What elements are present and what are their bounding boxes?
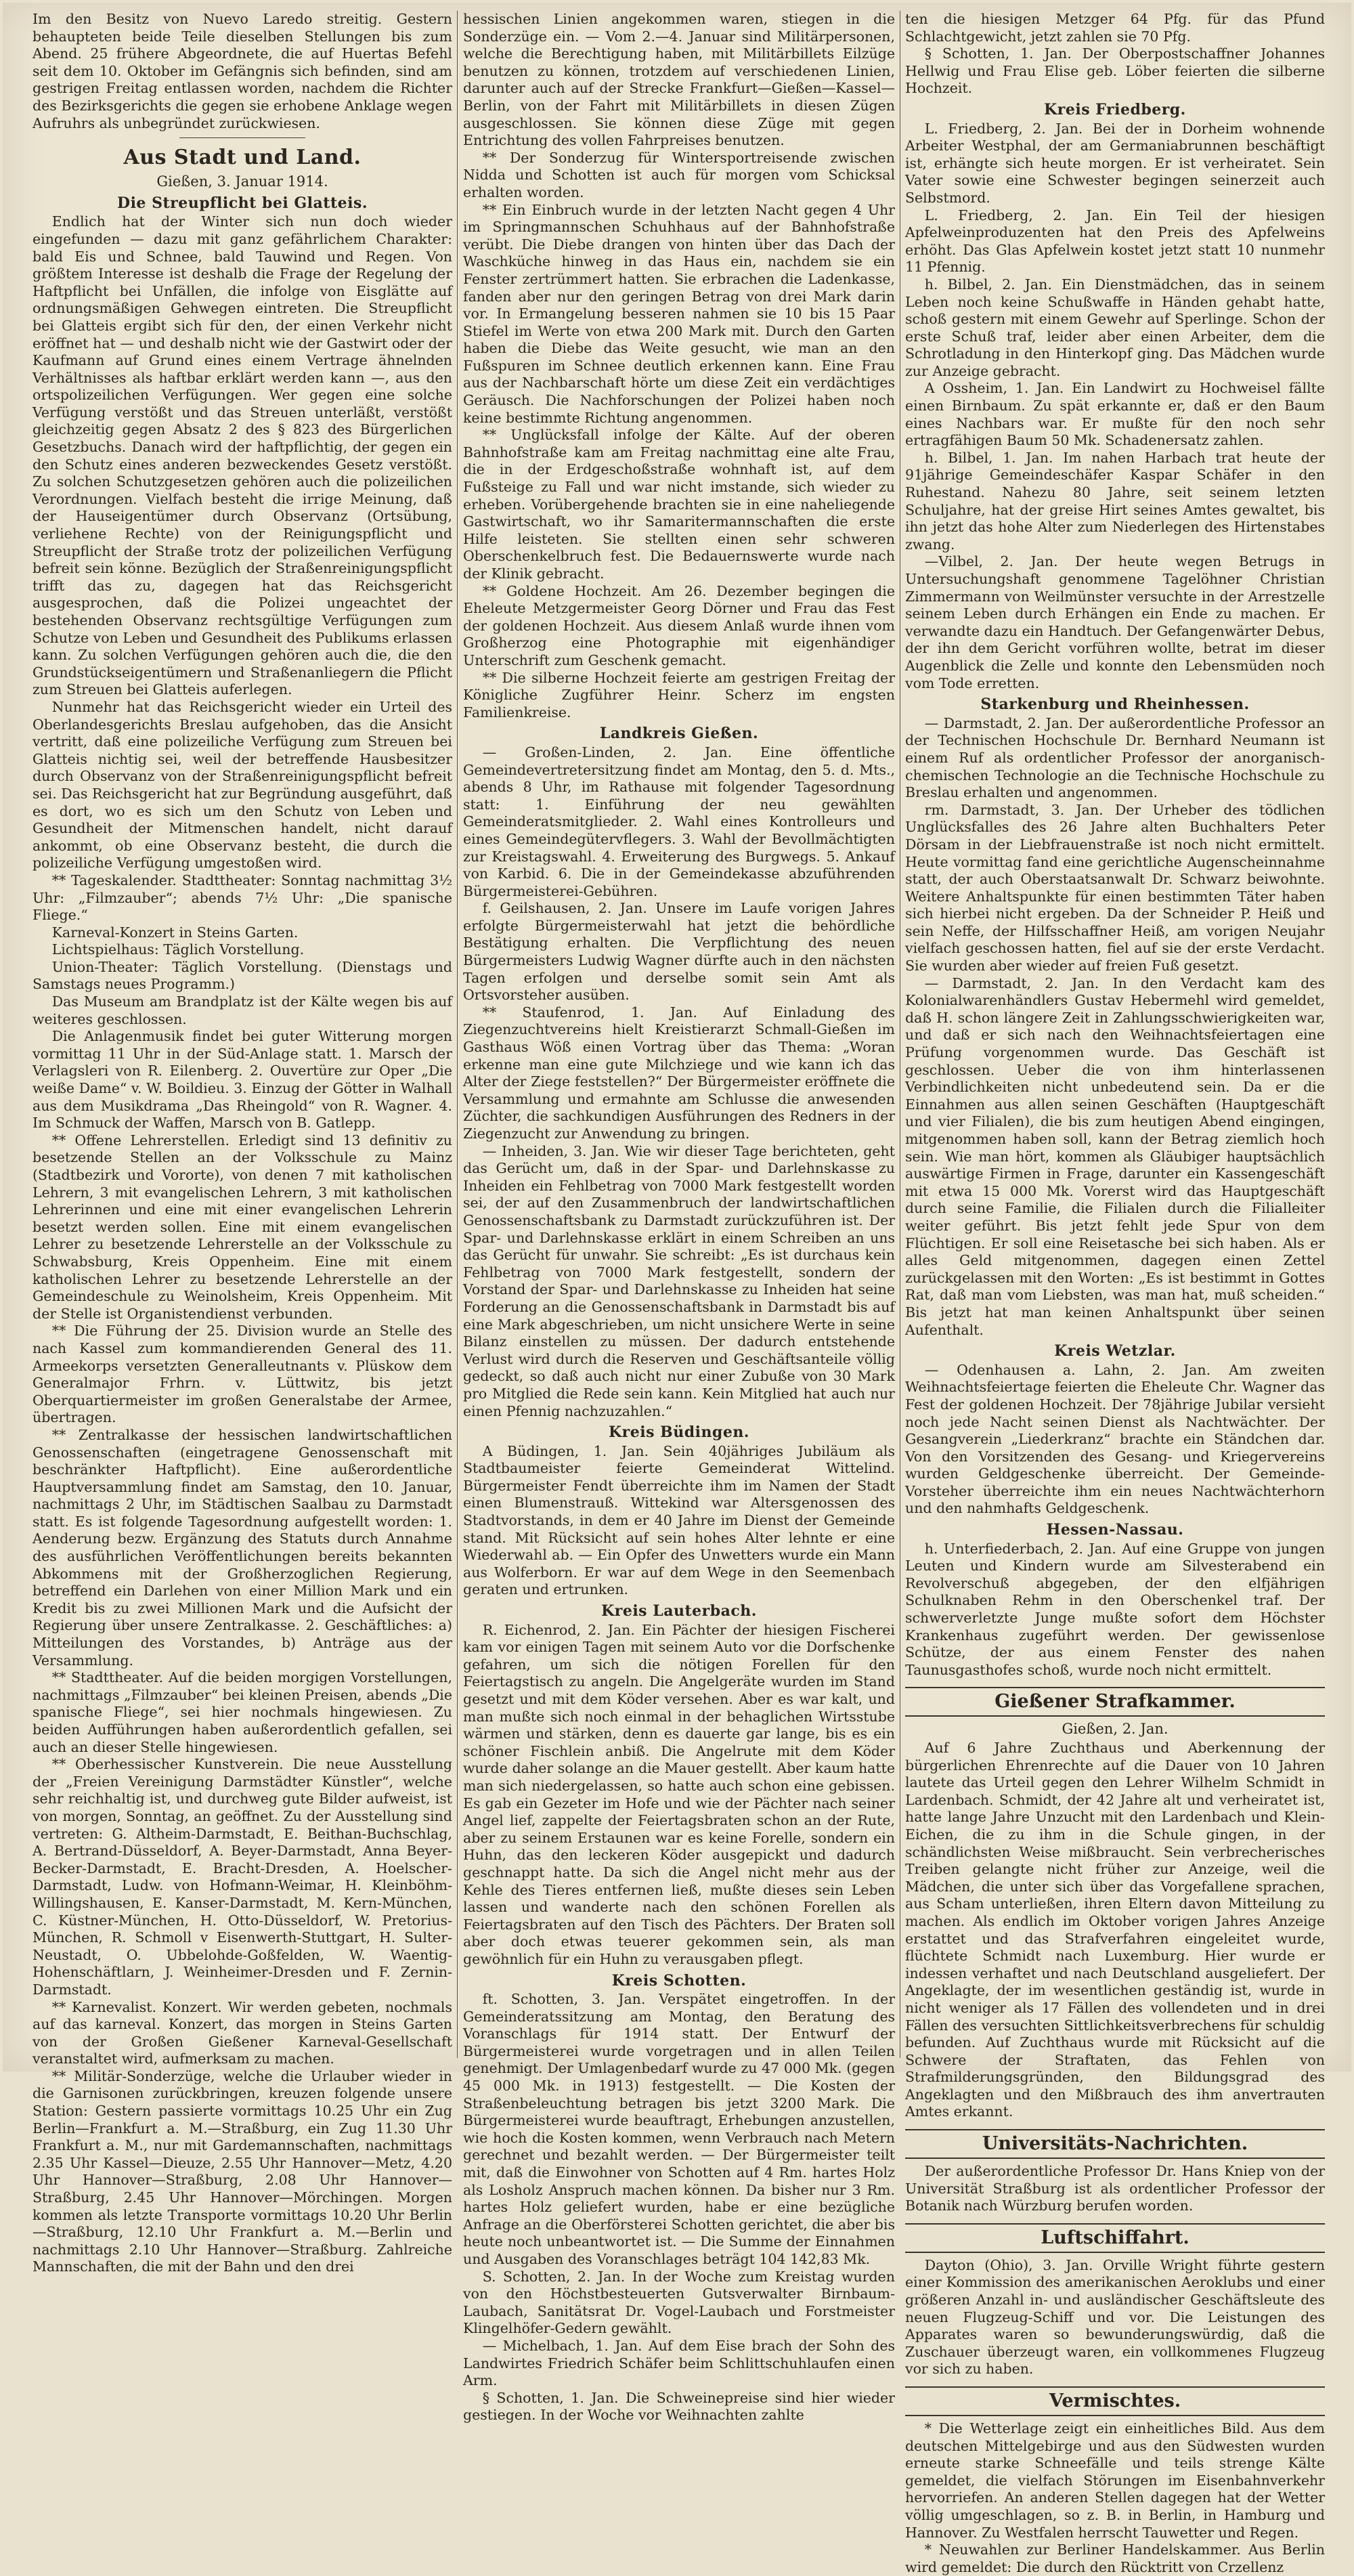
region-heading: Kreis Friedberg. (1044, 100, 1186, 119)
paragraph: ** Militär-Sonderzüge, welche die Urlauber wieder in die Garnisonen zurückbringen, kreuzen folgende unsere Station: Gestern passierte vormittags 10.25 Uhr ein Zug Berlin—Frankfurt a. M.—Straßburg, ein Zug 11.30 Uhr Frankfurt a. M., nur mit Gardemannschaften, nachmittags 2.35 Uhr Kassel—Dieuze, 2.55 Uhr Hannover—Metz, 4.20 Uhr Hannover—Straßburg, 2.08 Uhr Hannover—Straßburg, 2.45 Uhr Hannover—Mörchingen. Morgen kommen als letzte Transporte vormittags 10.20 Uhr Berlin—Straßburg, 12.10 Uhr Frankfurt a. M.—Berlin und nachmittags 2.10 Uhr Hannover—Straßburg. Zahlreiche Mannschaften, die mit der Bahn und den drei (32, 2067, 452, 2275)
paragraph: L. Friedberg, 2. Jan. Bei der in Dorheim wohnende Arbeiter Westphal, der am Germaniabrunnen beschäftigt ist, erhängte sich heute morgen. Er ist verheiratet. Sein Vater sowie eine Schwester begingen seinerzeit auch Selbstmord. (905, 120, 1325, 206)
paragraph: R. Eichenrod, 2. Jan. Ein Pächter der hiesigen Fischerei kam vor einigen Tagen mit seinem Auto vor die Dorfschenke gefahren, um sich die nötigen Forellen für den Feiertagstisch zu angeln. Die Angelgeräte wurden im Stand gesetzt und mit dem Köder versehen. Aber es war kalt, und man mußte sich noch einmal in der behaglichen Wirtsstube wärmen und stärken, denn es dauerte gar lange, bis es ein schöner Fischlein anbiß. Die Angelrute mit dem Köder wurde daher solange an die Mauer gestellt. Aber kaum hatte man sich niedergelassen, so hatte auch schon eine gebissen. Es gab ein Gezeter im Hofe und wie der Pächter nach seiner Angel lief, zappelte der Feiertagsbraten schon an der Rute, aber zu seinem Erstaunen war es keine Forelle, sondern ein Huhn, das den leckeren Köder ausgepickt und dadurch geschnappt hatte. Da sich die Angel nicht mehr aus der Kehle des Tieres entfernen ließ, mußte dieses sein Leben lassen und wanderte nach den schönen Forellen als Feiertagsbraten auf den Tisch des Pächters. Der Braten soll aber doch etwas teuerer gekommen sein, als man gewöhnlich für ein Huhn zu verausgaben pflegt. (463, 1621, 895, 1967)
paragraph: f. Geilshausen, 2. Jan. Unsere im Laufe vorigen Jahres erfolgte Bürgermeisterwahl hat jetzt die behördliche Bestätigung erhalten. Die Verpflichtung des neuen Bürgermeisters Ludwig Wagner dürfte auch in den nächsten Tagen erfolgen und derselbe somit sein Amt als Ortsvorsteher ausüben. (463, 900, 895, 1004)
paragraph: ** Stadttheater. Auf die beiden morgigen Vorstellungen, nachmittags „Filmzauber“ bei kleinen Preisen, abends „Die spanische Fliege“, sei hier nochmals hingewiesen. Zu beiden Aufführungen haben außerordentlich gefallen, sei auch an dieser Stelle hingewiesen. (32, 1669, 452, 1755)
paragraph: ** Unglücksfall infolge der Kälte. Auf der oberen Bahnhofstraße kam am Freitag nachmittag eine alte Frau, die in der Erdgeschoßstraße wohnhaft ist, auf dem Fußsteige zu Fall und war nicht imstande, sich wieder zu erheben. Vorübergehende brachten sie in eine naheliegende Gastwirtschaft, wo ihr Samaritermannschaften die erste Hilfe leisteten. Sie stellten einen sehr schweren Oberschenkelbruch fest. Die Bedauernswerte wurde nach der Klinik gebracht. (463, 427, 895, 582)
column-1 (32, 11, 452, 2275)
paragraph: ** Die Führung der 25. Division wurde an Stelle des nach Kassel zum kommandierenden General des 11. Armeekorps versetzten Generalleutnants v. Plüskow dem Generalmajor Frhrn. v. Lüttwitz, bis jetzt Oberquartiermeister im großen Generalstabe der Armee, übertragen. (32, 1323, 452, 1426)
paragraph: ** Tageskalender. Stadttheater: Sonntag nachmittag 3½ Uhr: „Filmzauber“; abends 7½ Uhr: „Die spanische Fliege.“ (32, 872, 452, 924)
column-rule (457, 11, 458, 2058)
paragraph: ** Zentralkasse der hessischen landwirtschaftlichen Genossenschaften (eingetragene Genossenschaft mit beschränkter Haftpflicht). Eine außerordentliche Hauptversammlung findet am Samstag, den 10. Januar, nachmittags 2 Uhr, im Städtischen Saalbau zu Darmstadt statt. Es ist folgende Tagesordnung aufgestellt worden: 1. Aenderung bezw. Ergänzung des Statuts durch Annahme des ausführlichen Veröffentlichungen bereits bekannten Abkommens mit der Großherzoglichen Regierung, betreffend ein Darlehen von einer Million Mark und ein Kredit bis zu zwei Millionen Mark und die Aufsicht der Regierung über unsere Zentralkasse. 2. Geschäftliches: a) Mitteilungen des Vorstandes, b) Anträge aus der Versammlung. (32, 1426, 452, 1669)
paragraph: rm. Darmstadt, 3. Jan. Der Urheber des tödlichen Unglücksfalles des 26 Jahre alten Buchhalters Peter Dörsam in der Liebfrauenstraße ist noch nicht ermittelt. Heute vormittag fand eine gerichtliche Augenscheinnahme statt, der auch Oberstaatsanwalt Dr. Schwarz beiwohnte. Weitere Anhaltspunkte für einen bestimmten Täter haben sich hierbei nicht ergeben. Da der Schneider P. Heiß und sein Neffe, der Hilfsschaffner Heiß, am vorigen Neujahr vielfach geschossen hatten, fiel auf sie der erste Verdacht. Sie wurden aber wieder auf freien Fuß gesetzt. (905, 801, 1325, 974)
section-box-heading: Vermischtes. (905, 2386, 1325, 2416)
paragraph: Endlich hat der Winter sich nun doch wieder eingefunden — dazu mit ganz gefährlichem Charakter: bald Eis und Schnee, bald Tauwind und Regen. Von größtem Interesse ist deshalb die Frage der Regelung der Haftpflicht bei Unfällen, die infolge von Eisglätte auf ordnungsmäßigen Gehwegen eintreten. Die Streupflicht bei Glatteis ergibt sich für den, der einen Verkehr nicht eröffnet hat — und deshalb nicht wie der Gastwirt oder der Kaufmann auf Grund eines einem Vertrage ähnelnden Verhältnisses als haftbar erklärt werden kann —, aus den ortspolizeilichen Verfügungen. Wer gegen eine solche Verfügung verstößt und das Streuen unterläßt, verstößt gleichzeitig gegen Absatz 2 des § 823 des Bürgerlichen Gesetzbuchs. Danach wird der haftpflichtig, der gegen ein den Schutz eines anderen bezweckendes Gesetz verstößt. Zu solchen Schutzgesetzen gehören auch die polizeilichen Verordnungen. Vielfach besteht die irrige Meinung, daß der Hauseigentümer durch Observanz (Ortsübung, verliehene Rechte) von der Reinigungspflicht und Streupflicht der Straße trotz der polizeilichen Verfügung befreit sein könne. Bezüglich der Straßenreinigungspflicht trifft das zu, dagegen hat das Reichsgericht ausgesprochen, daß die Polizei ungeachtet der bestehenden Observanz rechtsgültige Verfügungen zum Schutze von Leben und Gesundheit des Publikums erlassen kann. Zu solchen Verfügungen gehören auch die, die den Grundstückseigentümern und Straßenanliegern die Pflicht zum Streuen bei Glatteis auferlegen. (32, 213, 452, 698)
paragraph: L. Friedberg, 2. Jan. Ein Teil der hiesigen Apfelweinproduzenten hat den Preis des Apfelweins erhöht. Das Glas Apfelwein kostet jetzt statt 10 nunmehr 11 Pfennig. (905, 207, 1325, 276)
paragraph: Lichtspielhaus: Täglich Vorstellung. (51, 941, 305, 958)
paragraph: Dayton (Ohio), 3. Jan. Orville Wright führte gestern einer Kommission des amerikanischen Aeroklubs und einer größeren Anzahl in- und ausländischer Geschäftsleute des neuen Flugzeug-Schiff und vor. Die Leistungen des Apparates waren so bewunderungswürdig, daß die Zuschauer überzeugt waren, ein vollkommenes Flugzeug vor sich zu haben. (905, 2256, 1325, 2378)
divider (179, 137, 305, 138)
intro-paragraph: Im den Besitz von Nuevo Laredo streitig. Gestern behaupteten beide Teile dieselben Stellungen bis zum Abend. 25 frühere Abgeordnete, die auf Huertas Befehl seit dem 10. Oktober im Gefängnis sich befinden, sind am gestrigen Freitag entlassen worden, nachdem die Richter des Bezirksgerichts die gegen sie erhobene Anklage wegen Aufruhrs als unbegründet zurückwiesen. (32, 11, 452, 131)
paragraph: h. Unterfiederbach, 2. Jan. Auf eine Gruppe von jungen Leuten und Kindern wurde am Silvesterabend ein Revolverschuß abgegeben, der den elfjährigen Schulknaben Rehm in den Oberschenkel traf. Der schwerverletzte Junge mußte sofort dem Höchster Krankenhaus zugeführt werden. Der gewissenlose Schütze, der aus einem Fenster des nahen Taunusgasthofes schoß, wurde noch nicht ermittelt. (905, 1540, 1325, 1678)
dateline: Gießen, 3. Januar 1914. (156, 173, 328, 190)
dateline: Gießen, 2. Jan. (1062, 1721, 1169, 1738)
paragraph: — Darmstadt, 2. Jan. In den Verdacht kam des Kolonialwarenhändlers Gustav Hebermehl wird gemeldet, daß H. schon längere Zeit in Zahlungsschwierigkeiten war, und daß er sich nach den Weihnachtsfeiertagen eine Prüfung vorgenommen wurde. Das Geschäft ist geschlossen. Ueber die von ihm hinterlassenen Verbindlichkeiten nicht unbedeutend sein. Da er die Einnahmen aus allen seinen Geschäften (Hauptgeschäft und vier Filialen), die bis zum heutigen Abend eingingen, mitgenommen haben soll, kann der Betrag ziemlich hoch sein. Wie man hört, kommen als Gläubiger hauptsächlich auswärtige Firmen in Frage, darunter ein Kassengeschäft mit etwa 15 000 Mk. Vorerst wird das Hauptgeschäft durch seine Familie, die Filialen durch die Filialleiter weiter geführt. Bis jetzt fehlt jede Spur von dem Flüchtigen. Er soll eine Reisetasche bei sich haben. Als er alles Geld mitgenommen, dagegen einen Zettel zurückgelassen mit den Worten: „Es ist bestimmt in Gottes Rat, daß man vom Liebsten, was man hat, muß scheiden.“ Bis jetzt hat man keinen Anhaltspunkt über seinen Aufenthalt. (905, 974, 1325, 1338)
paragraph: ** Staufenrod, 1. Jan. Auf Einladung des Ziegenzuchtvereins hielt Kreistierarzt Schmall-Gießen im Gasthaus Wöß einen Vortrag über das Thema: „Woran erkenne man eine gute Milchziege und wie kann ich das Alter der Ziege feststellen?“ Der Bürgermeister eröffnete die Versammlung und ermahnte am Schlusse die anwesenden Züchter, die sachkundigen Ausführungen des Redners in der Ziegenzucht zur Anwendung zu bringen. (463, 1004, 895, 1142)
newspaper-page (3, 3, 1351, 2575)
section-box-heading: Universitäts-Nachrichten. (905, 2129, 1325, 2159)
paragraph: ** Die silberne Hochzeit feierte am gestrigen Freitag der Königliche Zugführer Heinr. Scherz im engsten Familienkreise. (463, 669, 895, 721)
paragraph: —Vilbel, 2. Jan. Der heute wegen Betrugs in Untersuchungshaft genommene Tagelöhner Christian Zimmermann von Weilmünster versuchte in der Arrestzelle seinem Leben durch Erhängen ein Ende zu machen. Er verwandte dazu ein Handtuch. Der Gefangenwärter Debus, der ihn dem Gericht vorführen wollte, betrat im dieser Augenblick die Zelle und konnte den Lebensmüden noch vom Tode erretten. (905, 553, 1325, 691)
region-heading: Kreis Büdingen. (609, 1423, 749, 1442)
region-heading: Landkreis Gießen. (599, 725, 759, 743)
paragraph: — Darmstadt, 2. Jan. Der außerordentliche Professor an der Technischen Hochschule Dr. Bernhard Neumann ist einem Ruf als ordentlicher Professor der anorganisch-chemischen Technologie an die Technische Hochschule zu Breslau erhalten und angenommen. (905, 714, 1325, 801)
paragraph: h. Bilbel, 1. Jan. Im nahen Harbach trat heute der 91jährige Gemeindeschäfer Kaspar Schäfer in den Ruhestand. Nahezu 80 Jahre, seit seinem letzten Schuljahre, hat der greise Hirt seines Amtes gewaltet, bis ihn jetzt das hohe Alter zum Niederlegen des Hirtenstabes zwang. (905, 449, 1325, 553)
paragraph: Das Museum am Brandplatz ist der Kälte wegen bis auf weiteres geschlossen. (32, 993, 452, 1027)
paragraph: Karneval-Konzert in Steins Garten. (51, 924, 299, 941)
paragraph: ** Goldene Hochzeit. Am 26. Dezember begingen die Eheleute Metzgermeister Georg Dörner und Frau das Fest der goldenen Hochzeit. Aus diesem Anlaß wurde ihnen vom Großherzog eine Photographie mit eigenhändiger Unterschrift zum Geschenk gemacht. (463, 582, 895, 668)
paragraph: h. Bilbel, 2. Jan. Ein Dienstmädchen, das in seinem Leben noch keine Schußwaffe in Händen gehabt hatte, schoß gestern mit einem Gewehr auf Sperlinge. Schon der erste Schuß traf, leider aber einen Arbeiter, dem die Schrotladung in den Hinterkopf ging. Das Mädchen wurde zur Anzeige gebracht. (905, 276, 1325, 379)
paragraph: § Schotten, 1. Jan. Der Oberpostschaffner Johannes Hellwig und Frau Elise geb. Löber feierten die silberne Hochzeit. (905, 45, 1325, 97)
region-heading: Kreis Wetzlar. (1054, 1342, 1176, 1360)
paragraph: S. Schotten, 2. Jan. In der Woche zum Kreistag wurden von den Höchstbesteuerten Gutsverwalter Birnbaum-Laubach, Sanitätsrat Dr. Vogel-Laubach und Forstmeister Klingelhöfer-Gedern gewählt. (463, 2268, 895, 2337)
column-3 (905, 11, 1325, 2575)
paragraph: Union-Theater: Täglich Vorstellung. (Dienstags und Samstags neues Programm.) (32, 958, 452, 993)
paragraph: ** Offene Lehrerstellen. Erledigt sind 13 definitiv zu besetzende Stellen an der Volksschule zu Mainz (Stadtbezirk und Vororte), von denen 7 mit katholischen Lehrern, 3 mit evangelischen Lehrern, 3 mit katholischen Lehrerinnen und eine mit einer evangelischen Lehrerin besetzt werden sollen. Eine mit einem evangelischen Lehrer zu besetzende Lehrerstelle an der Volksschule zu Schwabsburg, Kreis Oppenheim. Eine mit einem katholischen Lehrer zu besetzende Lehrerstelle an der Gemeindeschule zu Weinolsheim, Kreis Oppenheim. Mit der Stelle ist Organistendienst verbunden. (32, 1132, 452, 1322)
paragraph: ft. Schotten, 3. Jan. Verspätet eingetroffen. In der Gemeinderatssitzung am Montag, den Beratung des Voranschlags für 1914 statt. Der Entwurf der Bürgermeisterei wurde vorgetragen und in allen Teilen genehmigt. Der Umlagenbedarf wurde zu 47 000 Mk. (gegen 45 000 Mk. in 1913) festgestellt. — Die Kosten der Straßenbeleuchtung betragen bis jetzt 3200 Mark. Die Bürgermeisterei wurde beauftragt, Erhebungen anzustellen, wie hoch die Kosten kommen, wenn Verbrauch nach Metern gerechnet und bezahlt werden. — Der Bürgermeister teilt mit, daß die Einwohner von Schotten auf 4 Rm. hartes Holz als Losholz Anspruch machen können. Da bisher nur 3 Rm. hartes Holz geliefert wurden, habe er eine bezügliche Anfrage an die Oberförsterei Schotten gerichtet, die aber bis heute noch unbeantwortet ist. — Die Summe der Einnahmen und Ausgaben des Voranschlages beträgt 104 142,83 Mk. (463, 1991, 895, 2267)
paragraph: Der außerordentliche Professor Dr. Hans Kniep von der Universität Straßburg ist als ordentlicher Professor der Botanik nach Würzburg berufen worden. (905, 2163, 1325, 2214)
article-title: Die Streupflicht bei Glatteis. (116, 194, 368, 212)
paragraph: — Großen-Linden, 2. Jan. Eine öffentliche Gemeindevertretersitzung findet am Montag, den 5. d. Mts., abends 8 Uhr, im Rathause mit folgender Tagesordnung statt: 1. Einführung der neu gewählten Gemeinderatsmitglieder. 2. Wahl eines Kontrolleurs und eines Gemeindegütervflegers. 3. Wahl der Bevollmächtigten zur Kreistagswahl. 4. Erweiterung des Burgwegs. 5. Ankauf von Karbid. 6. Die in der Gemeindekasse abzuführenden Bürgermeisterei-Gebühren. (463, 744, 895, 899)
paragraph: A Ossheim, 1. Jan. Ein Landwirt zu Hochweisel fällte einen Birnbaum. Zu spät erkannte er, daß er den Baum eines Nachbars war. Er mußte für den noch sehr ertragfähigen Baum 50 Mk. Schadenersatz zahlen. (905, 380, 1325, 449)
paragraph: ** Der Sonderzug für Wintersportreisende zwischen Nidda und Schotten ist auch für morgen vom Schicksal erhalten worden. (463, 149, 895, 200)
paragraph: Nunmehr hat das Reichsgericht wieder ein Urteil des Oberlandesgerichts Breslau aufgehoben, das die Ansicht vertritt, daß eine polizeiliche Verfügung zum Streuen bei Glatteis nichtig sei, weil der betreffende Hausbesitzer durch Observanz von der Straßenreinigungspflicht befreit sei. Das Reichsgericht hat zur Begründung ausgeführt, daß es dort, wo es sich um den Schutz von Leben und Gesundheit der Mitmenschen handelt, nicht darauf ankommt, ob eine Observanz besteht, die durch die polizeiliche Verfügung umgestoßen wird. (32, 698, 452, 872)
region-heading: Hessen-Nassau. (1046, 1521, 1184, 1539)
section-box-heading: Luftschiffahrt. (905, 2223, 1325, 2253)
column-2 (463, 11, 895, 2424)
region-heading: Kreis Lauterbach. (601, 1602, 757, 1620)
region-heading: Kreis Schotten. (611, 1971, 747, 1990)
paragraph: Die Anlagenmusik findet bei guter Witterung morgen vormittag 11 Uhr in der Süd-Anlage statt. 1. Marsch der Verlagsleri von R. Eilenberg. 2. Ouvertüre zur Oper „Die weiße Dame“ v. W. Boildieu. 3. Einzug der Götter in Walhall aus dem Musikdrama „Das Rheingold“ von R. Wagner. 4. Im Schmuck der Waffen, Marsch von B. Gatlepp. (32, 1028, 452, 1132)
paragraph: Auf 6 Jahre Zuchthaus und Aberkennung der bürgerlichen Ehrenrechte auf die Dauer von 10 Jahren lautete das Urteil gegen den Lehrer Wilhelm Schmidt in Lardenbach. Schmidt, der 42 Jahre alt und verheiratet ist, hatte lange Jahre Unzucht mit den Lardenbach und Klein-Eichen, die zu ihm in die Schule gingen, in der schändlichsten Weise mißbraucht. Sein verbrecherisches Treiben gelangte nicht früher zur Anzeige, weil die Mädchen, die unter sich über das Vorgefallene sprachen, aus Scham unterließen, ihren Eltern davon Mitteilung zu machen. Als endlich im Oktober vorigen Jahres Anzeige erstattet und das Strafverfahren eingeleitet wurde, flüchtete Schmidt nach Luxemburg. Hier wurde er indessen verhaftet und nach Deutschland ausgeliefert. Der Angeklagte, der im wesentlichen geständig ist, wurde in nicht weniger als 17 Fällen des vollendeten und in drei Fällen des versuchten Sittlichkeitsverbrechens für schuldig befunden. Auf Zuchthaus wurde mit Rücksicht auf die Schwere der Straftaten, das Fehlen von Strafmilderungsgründen, den Bildungsgrad des Angeklagten und den Mißbrauch des ihm anvertrauten Amtes erkannt. (905, 1740, 1325, 2120)
paragraph: — Odenhausen a. Lahn, 2. Jan. Am zweiten Weihnachtsfeiertage feierten die Eheleute Chr. Wagner das Fest der goldenen Hochzeit. Der 78jährige Jubilar versieht noch jede Nacht seinen Dienst als Nachtwächter. Der Gesangverein „Liederkranz“ brachte ein Ständchen dar. Von den Vorsitzenden des Gesang- und Kriegervereins wurden Geldgeschenke überreicht. Der Gemeinde-Vorsteher überreichte ihm ein neues Nachtwächterhorn und den nahmhafts Geldgeschenk. (905, 1361, 1325, 1517)
paragraph: ** Oberhessischer Kunstverein. Die neue Ausstellung der „Freien Vereinigung Darmstädter Künstler“, welche sehr reichhaltig ist, und durchweg gute Bilder aufweist, ist von morgen, Sonntag, an geöffnet. Zu der Ausstellung sind vertreten: G. Altheim-Darmstadt, E. Beithan-Buchschlag, A. Bertrand-Düsseldorf, A. Beyer-Darmstadt, Anna Beyer-Becker-Darmstadt, E. Bracht-Dresden, A. Hoelscher-Darmstadt, Ludw. von Hofmann-Weimar, H. Kleinböhm-Willingshausen, E. Kanser-Darmstadt, M. Kern-München, C. Küstner-München, H. Otto-Düsseldorf, W. Pretorius-München, R. Schmoll v Eisenwerth-Stuttgart, H. Sulter-Neustadt, O. Ubbelohde-Goßfelden, W. Waentig-Hohenschäftlarn, J. Weinheimer-Dresden und F. Zernin-Darmstadt. (32, 1756, 452, 1998)
paragraph: * Neuwahlen zur Berliner Handelskammer. Aus Berlin wird gemeldet: Die durch den Rücktritt von Crzellenz (905, 2541, 1325, 2575)
paragraph: — Inheiden, 3. Jan. Wie wir dieser Tage berichteten, geht das Gerücht um, daß in der Spar- und Darlehnskasse zu Inheiden ein Fehlbetrag von 7000 Mark festgestellt worden sei, der auf den Zusammenbruch der landwirtschaftlichen Genossenschaftsbank zu Darmstadt zurückzuführen ist. Der Spar- und Darlehnskasse erklärt in einem Schreiben an uns das Gerücht für unwahr. Sie schreibt: „Es ist durchaus kein Fehlbetrag von 7000 Mark festgestellt, sondern der Vorstand der Spar- und Darlehnskasse zu Inheiden hat seine Forderung an die Genossenschaftsbank in Darmstadt bis auf eine Mark abgeschrieben, um nicht unsichere Werte in seine Bilanz einstellen zu müssen. Der dadurch entstehende Verlust wird durch die Reserven und Geschäftsanteile völlig gedeckt, so daß auch nicht nur einer Zubuße von 30 Mark pro Mitglied die Rede sein kann. Kein Mitglied hat auch nur einen Pfennig nachzuzahlen.“ (463, 1142, 895, 1419)
paragraph: A Büdingen, 1. Jan. Sein 40jähriges Jubiläum als Stadtbaumeister feierte Gemeinderat Wittelind. Bürgermeister Fendt überreichte ihm im Namen der Stadt einen Blumenstrauß. Wittekind war Altersgenossen des Stadtvorstands, in dem er 40 Jahre im Dienst der Gemeinde stand. Mit Rücksicht auf sein hohes Alter lehnte er eine Wiederwahl ab. — Ein Opfer des Unwetters wurde ein Mann aus Wolferborn. Er war auf dem Wege in den Seemenbach geraten und ertrunken. (463, 1442, 895, 1598)
paragraph: hessischen Linien angekommen waren, stiegen in die Sonderzüge ein. — Vom 2.—4. Januar sind Militärpersonen, welche die Berechtigung haben, mit Militärbillets Eilzüge benutzen zu können, trotzdem auf verschiedenen Linien, darunter auch auf der Strecke Frankfurt—Gießen—Kassel—Berlin, von der Fahrt mit Militärbillets in diesen Zügen ausgeschlossen. Sie können diese Züge mit gegen Entrichtung des vollen Fahrpreises benutzen. (463, 11, 895, 149)
paragraph: ** Karnevalist. Konzert. Wir werden gebeten, nochmals auf das karneval. Konzert, das morgen in Steins Garten von der Großen Gießener Karneval-Gesellschaft veranstaltet wird, aufmerksam zu machen. (32, 1998, 452, 2067)
paragraph: * Die Wetterlage zeigt ein einheitliches Bild. Aus dem deutschen Mittelgebirge und aus den Südwesten wurden erneute starke Schneefälle und teils strenge Kälte gemeldet, die vielfach Störungen im Eisenbahnverkehr hervorriefen. An anderen Stellen dagegen hat der Wetter völlig umgeschlagen, so z. B. in Berlin, in Hamburg und Hannover. Zu Westfalen herrscht Tauwetter und Regen. (905, 2420, 1325, 2541)
paragraph: ten die hiesigen Metzger 64 Pfg. für das Pfund Schlachtgewicht, jetzt zahlen sie 70 Pfg. (905, 11, 1325, 45)
paragraph: § Schotten, 1. Jan. Die Schweinepreise sind hier wieder gestiegen. In der Woche vor Weihnachten zahlte (463, 2389, 895, 2424)
region-heading: Starkenburg und Rheinhessen. (980, 695, 1250, 714)
paragraph: ** Ein Einbruch wurde in der letzten Nacht gegen 4 Uhr im Springmannschen Schuhhaus auf der Bahnhofstraße verübt. Die Diebe drangen von hinten über das Dach der Waschküche hinweg in das Haus ein, nachdem sie ein Fenster zertrümmert hatten. Sie erbrachen die Ladenkasse, fanden aber nur den geringen Betrag von drei Mark darin vor. In Ermangelung besseren nahmen sie 10 bis 15 Paar Stiefel im Werte von etwa 200 Mark mit. Durch den Garten haben die Diebe das Weite gesucht, wie man an den Fußspuren im Schnee deutlich erkennen kann. Eine Frau aus der Nachbarschaft hörte um diese Zeit ein verdächtiges Geräusch. Die Nachforschungen der Polizei haben noch keine bestimmte Richtung angenommen. (463, 201, 895, 426)
section-box-heading: Gießener Strafkammer. (905, 1687, 1325, 1717)
paragraph: — Michelbach, 1. Jan. Auf dem Eise brach der Sohn des Landwirtes Friedrich Schäfer beim Schlittschuhlaufen einen Arm. (463, 2337, 895, 2389)
section-heading: Aus Stadt und Land. (123, 146, 362, 170)
